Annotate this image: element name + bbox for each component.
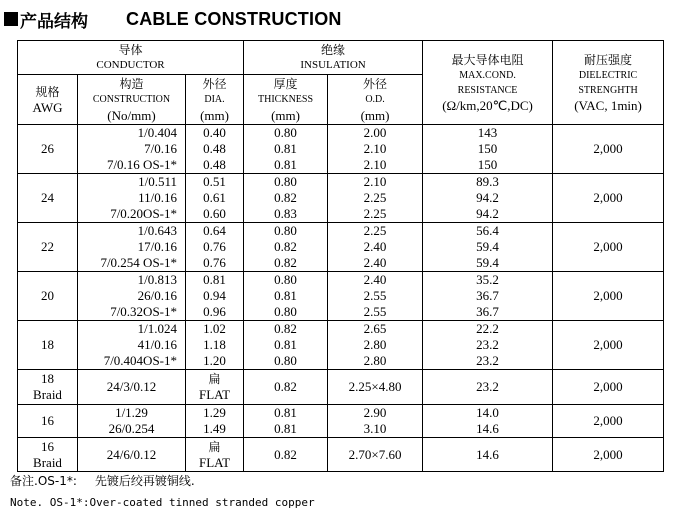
- dielectric-cell: 2,000: [553, 438, 664, 472]
- dielectric-cell: 2,000: [553, 223, 664, 272]
- thickness-cell: 0.80 0.81 0.80: [244, 272, 328, 321]
- dielectric-cell: 2,000: [553, 272, 664, 321]
- resistance-cell: 23.2: [423, 370, 553, 405]
- resistance-cell: 14.0 14.6: [423, 405, 553, 438]
- od-cell: 2.10 2.25 2.25: [328, 174, 423, 223]
- dielectric-cell: 2,000: [553, 321, 664, 370]
- thickness-cell: 0.80 0.82 0.83: [244, 174, 328, 223]
- thickness-cell: 0.81 0.81: [244, 405, 328, 438]
- section-title: [4, 4, 342, 34]
- od-cell: 2.70×7.60: [328, 438, 423, 472]
- insulation-header: 绝缘 INSULATION: [244, 41, 423, 75]
- thickness-cell: 0.82: [244, 370, 328, 405]
- od-cell: 2.40 2.55 2.55: [328, 272, 423, 321]
- section-title-en: CABLE CONSTRUCTION: [126, 8, 342, 29]
- table-row: [18, 272, 664, 321]
- construction-cell: 1/0.404 7/0.16 7/0.16 OS-1*: [78, 125, 186, 174]
- dia-cell: 1.29 1.49: [186, 405, 244, 438]
- dia-cell: 0.81 0.94 0.96: [186, 272, 244, 321]
- note-en: Note. OS-1*:Over-coated tinned stranded copper: [10, 496, 315, 509]
- awg-cell: 22: [18, 223, 78, 272]
- thickness-cell: 0.82 0.81 0.80: [244, 321, 328, 370]
- resistance-cell: 22.2 23.2 23.2: [423, 321, 553, 370]
- dielectric-cell: 2,000: [553, 125, 664, 174]
- thickness-cell: 0.80 0.81 0.81: [244, 125, 328, 174]
- dia-cell: 扁 FLAT: [186, 438, 244, 472]
- construction-header: 构造 CONSTRUCTION (No/mm): [78, 75, 186, 125]
- resistance-cell: 14.6: [423, 438, 553, 472]
- construction-cell: 24/3/0.12: [78, 370, 186, 405]
- awg-cell: 24: [18, 174, 78, 223]
- black-square-icon: [4, 12, 18, 26]
- awg-cell: 16: [18, 405, 78, 438]
- conductor-header: 导体 CONDUCTOR: [18, 41, 244, 75]
- table-row: [18, 125, 664, 174]
- dielectric-cell: 2,000: [553, 370, 664, 405]
- od-cell: 2.25 2.40 2.40: [328, 223, 423, 272]
- awg-cell: 16 Braid: [18, 438, 78, 472]
- construction-cell: 1/0.643 17/0.16 7/0.254 OS-1*: [78, 223, 186, 272]
- od-header: 外径 O.D. (mm): [328, 75, 423, 125]
- awg-cell: 18 Braid: [18, 370, 78, 405]
- dielectric-cell: 2,000: [553, 174, 664, 223]
- table-row: [18, 174, 664, 223]
- construction-cell: 1/1.024 41/0.16 7/0.404OS-1*: [78, 321, 186, 370]
- table-row: [18, 405, 664, 438]
- resistance-header: 最大导体电阻 MAX.COND. RESISTANCE (Ω/km,20℃,DC): [423, 41, 553, 125]
- construction-cell: 1/0.511 11/0.16 7/0.20OS-1*: [78, 174, 186, 223]
- resistance-cell: 56.4 59.4 59.4: [423, 223, 553, 272]
- awg-header: 规格 AWG: [18, 75, 78, 125]
- dia-cell: 1.02 1.18 1.20: [186, 321, 244, 370]
- dia-cell: 0.51 0.61 0.60: [186, 174, 244, 223]
- construction-cell: 1/1.29 26/0.254: [78, 405, 186, 438]
- dia-cell: 0.64 0.76 0.76: [186, 223, 244, 272]
- cable-construction-table: [17, 40, 664, 472]
- construction-cell: 1/0.813 26/0.16 7/0.32OS-1*: [78, 272, 186, 321]
- resistance-cell: 143 150 150: [423, 125, 553, 174]
- dielectric-cell: 2,000: [553, 405, 664, 438]
- thickness-cell: 0.82: [244, 438, 328, 472]
- od-cell: 2.25×4.80: [328, 370, 423, 405]
- resistance-cell: 35.2 36.7 36.7: [423, 272, 553, 321]
- thickness-header: 厚度 THICKNESS (mm): [244, 75, 328, 125]
- note-cn: [10, 472, 195, 489]
- awg-cell: 20: [18, 272, 78, 321]
- section-title-cn: 产品结构: [20, 11, 88, 32]
- construction-cell: 24/6/0.12: [78, 438, 186, 472]
- dia-header: 外径 DIA. (mm): [186, 75, 244, 125]
- table-row: [18, 321, 664, 370]
- table-row: [18, 438, 664, 472]
- dia-cell: 0.40 0.48 0.48: [186, 125, 244, 174]
- od-cell: 2.90 3.10: [328, 405, 423, 438]
- note-cn-label: 备注.OS-1*:: [10, 474, 77, 488]
- table-row: [18, 370, 664, 405]
- thickness-cell: 0.80 0.82 0.82: [244, 223, 328, 272]
- note-cn-text: 先镀后绞再镀铜线.: [94, 474, 195, 488]
- od-cell: 2.00 2.10 2.10: [328, 125, 423, 174]
- awg-cell: 18: [18, 321, 78, 370]
- resistance-cell: 89.3 94.2 94.2: [423, 174, 553, 223]
- dia-cell: 扁 FLAT: [186, 370, 244, 405]
- awg-cell: 26: [18, 125, 78, 174]
- dielectric-header: 耐压强度 DIELECTRIC STRENGHTH (VAC, 1min): [553, 41, 664, 125]
- table-row: [18, 223, 664, 272]
- od-cell: 2.65 2.80 2.80: [328, 321, 423, 370]
